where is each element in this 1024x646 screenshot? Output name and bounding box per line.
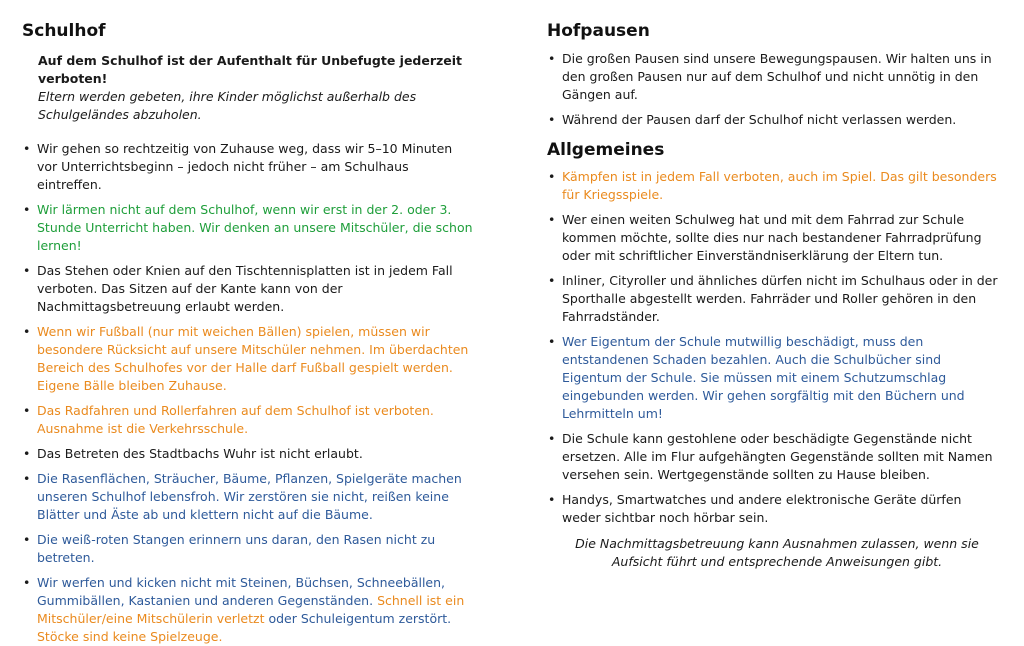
- footer-note: Die Nachmittagsbetreuung kann Ausnahmen zulassen, wenn sie Aufsicht führt und entsprechende Anweisungen gibt.: [575, 536, 979, 569]
- intro-note: Eltern werden gebeten, ihre Kinder möglichst außerhalb des Schulgeländes abzuholen.: [38, 89, 417, 122]
- list-item: • Kämpfen ist in jedem Fall verboten, auch im Spiel. Das gilt besonders für Kriegsspiele.: [547, 168, 999, 204]
- hofpausen-rules-list: [547, 50, 999, 129]
- list-item: • Während der Pausen darf der Schulhof nicht verlassen werden.: [547, 111, 999, 129]
- list-item: • Das Betreten des Stadtbachs Wuhr ist nicht erlaubt.: [22, 445, 474, 463]
- last-item-part4: Stöcke sind keine Spielzeuge.: [37, 629, 223, 644]
- last-item-part1: Wir werfen und kicken nicht mit Steinen, Büchsen, Schneebällen, Gummibällen, Kastanien und anderen Gegenständen.: [37, 575, 446, 608]
- section-title-schulhof: Schulhof: [22, 21, 106, 41]
- list-item: • Wenn wir Fußball (nur mit weichen Bällen) spielen, müssen wir besondere Rücksicht auf unsere Mitschüler nehmen. Im überdachten Bereich des Schulhofes vor der Halle darf Fußball gespielt werden. Eigene Bälle bleiben Zuhause.: [22, 323, 474, 395]
- list-item: • Wir lärmen nicht auf dem Schulhof, wenn wir erst in der 2. oder 3. Stunde Unterricht haben. Wir denken an unsere Mitschüler, die schon lernen!: [22, 201, 474, 255]
- list-item: • Die großen Pausen sind unsere Bewegungspausen. Wir halten uns in den großen Pausen nur auf dem Schulhof und nicht unnötig in den Gängen auf.: [547, 50, 999, 104]
- last-item-part2: Schnell ist ein Mitschüler/eine Mitschülerin verletzt: [37, 593, 465, 626]
- list-item: • Die Schule kann gestohlene oder beschädigte Gegenstände nicht ersetzen. Alle im Flur aufgehängten Gegenstände sollten mit Namen versehen sein. Wertgegenstände sollten zu Hause bleiben.: [547, 430, 999, 484]
- list-item: • Das Radfahren und Rollerfahren auf dem Schulhof ist verboten. Ausnahme ist die Verkehrsschule.: [22, 402, 474, 438]
- column-right: [547, 18, 999, 571]
- intro-warning: Auf dem Schulhof ist der Aufenthalt für Unbefugte jederzeit verboten!: [38, 53, 463, 86]
- list-item: • Das Stehen oder Knien auf den Tischtennisplatten ist in jedem Fall verboten. Das Sitzen auf der Kante kann von der Nachmittagsbetreuung erlaubt werden.: [22, 262, 474, 316]
- allgemeines-rules-list: [547, 168, 999, 527]
- section-title-hofpausen: Hofpausen: [547, 21, 650, 41]
- list-item: • Wir gehen so rechtzeitig von Zuhause weg, dass wir 5–10 Minuten vor Unterrichtsbeginn – jedoch nicht früher – am Schulhaus eintreffen.: [22, 140, 474, 194]
- list-item: • Inliner, Cityroller und ähnliches dürfen nicht im Schulhaus oder in der Sporthalle abgestellt werden. Fahrräder und Roller gehören in den Fahrradständer.: [547, 272, 999, 326]
- section-title-allgemeines: Allgemeines: [547, 140, 665, 160]
- column-schulhof: [22, 18, 474, 646]
- last-item-part3: oder Schuleigentum zerstört.: [264, 611, 452, 626]
- schulhof-rules-list: [22, 140, 474, 646]
- schulhof-intro: [38, 52, 474, 124]
- list-item: • Die Rasenflächen, Sträucher, Bäume, Pflanzen, Spielgeräte machen unseren Schulhof lebensfroh. Wir zerstören sie nicht, reißen keine Blätter und Äste ab und klettern nicht auf die Bäume.: [22, 470, 474, 524]
- list-item: • Wer Eigentum der Schule mutwillig beschädigt, muss den entstandenen Schaden bezahlen. Auch die Schulbücher sind Eigentum der Schule. Sie müssen mit einem Schutzumschlag eingebunden werden. Wir gehen sorgfältig mit den Büchern und Lehrmitteln um!: [547, 333, 999, 423]
- list-item: • Wer einen weiten Schulweg hat und mit dem Fahrrad zur Schule kommen möchte, sollte dies nur nach bestandener Fahrradprüfung oder mit schriftlicher Einverständniserklärung der Eltern tun.: [547, 211, 999, 265]
- list-item-mixed: [22, 574, 474, 646]
- list-item: • Die weiß-roten Stangen erinnern uns daran, den Rasen nicht zu betreten.: [22, 531, 474, 567]
- list-item: • Handys, Smartwatches und andere elektronische Geräte dürfen weder sichtbar noch hörbar sein.: [547, 491, 999, 527]
